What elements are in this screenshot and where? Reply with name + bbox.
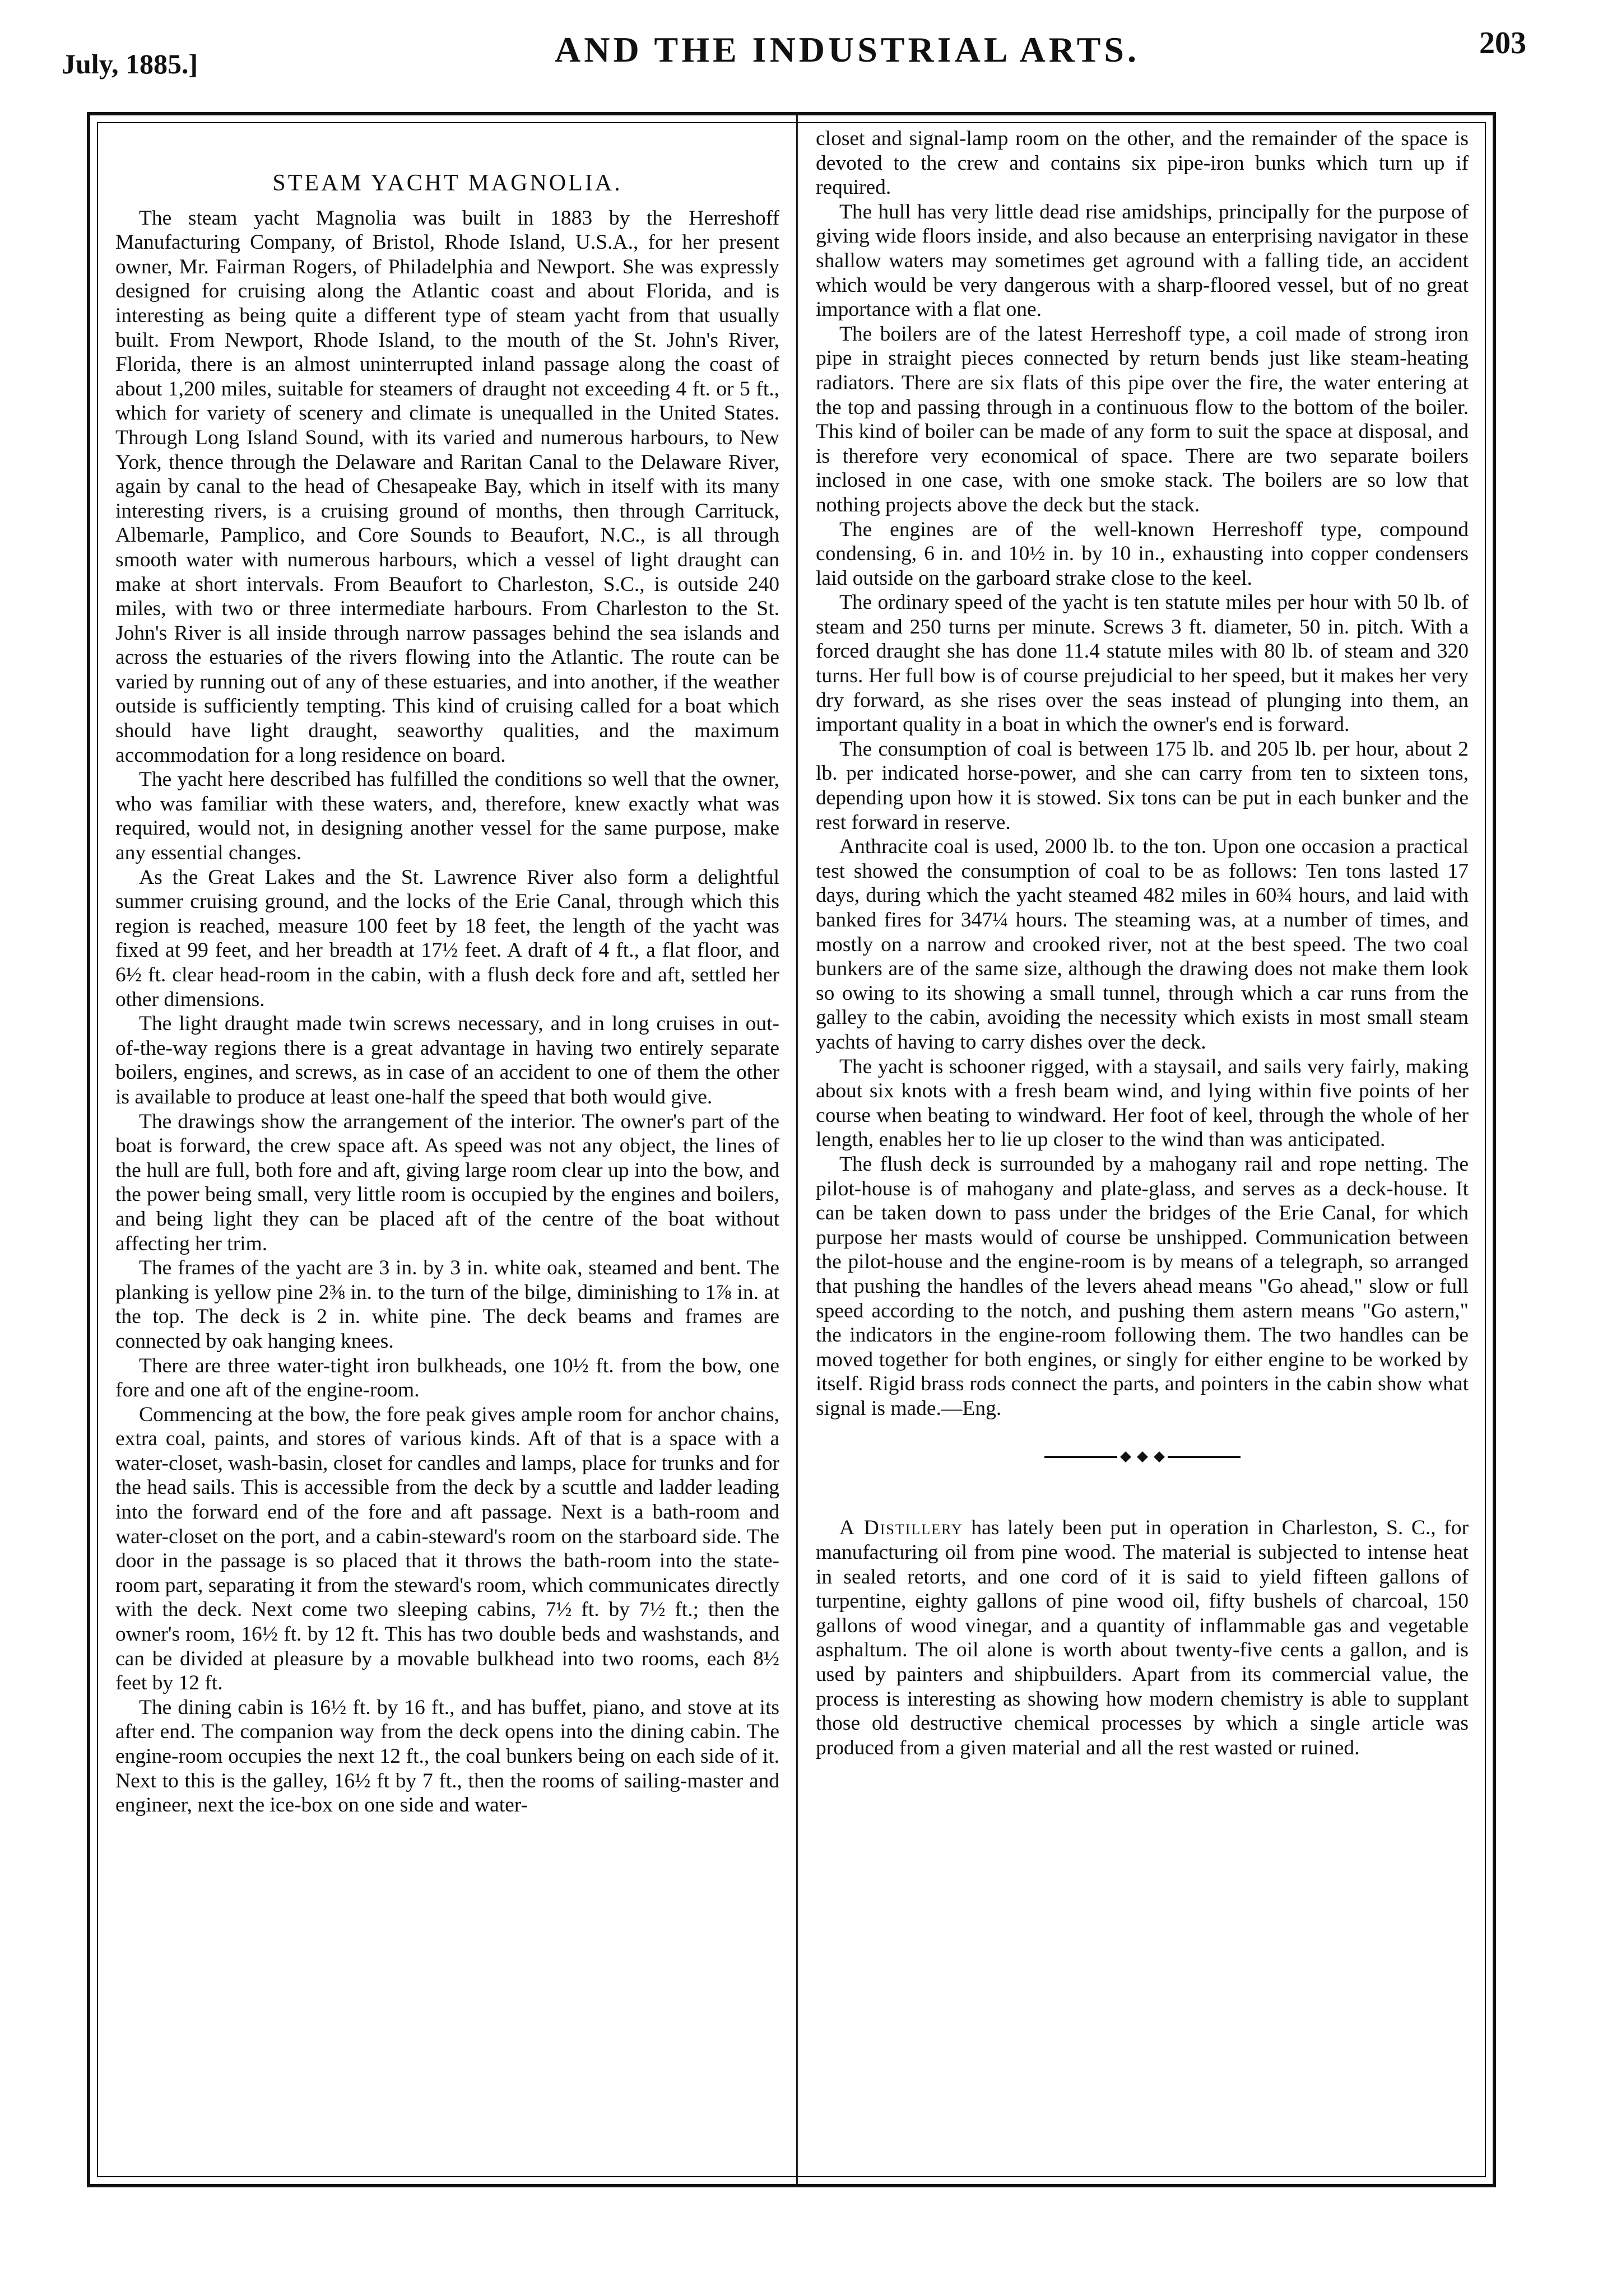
section-ornament — [816, 1451, 1469, 1463]
page-number: 203 — [1479, 26, 1526, 60]
article-paragraph: The yacht here described has fulfilled the conditions so well that the owner, who was familiar with these waters, and, therefore, knew exactly what was required, would not, in designing another vessel for the same purpose, make any essential changes. — [115, 768, 779, 865]
issue-date: July, 1885.] — [62, 48, 198, 80]
article-paragraph: The steam yacht Magnolia was built in 1883 by the Herreshoff Manufacturing Company, of Bristol, Rhode Island, U.S.A., for her present owner, Mr. Fairman Rogers, of Philadelphia and Newport. She was expressly designed for cruising along the Atlantic coast and about Florida, and is interesting as being quite a different type of steam yacht from that usually built. From Newport, Rhode Island, to the mouth of the St. John's River, Florida, there is an almost uninterrupted inland passage along the coast of about 1,200 miles, suitable for steamers of draught not exceeding 4 ft. or 5 ft., which for variety of scenery and climate is unequalled in the United States. Through Long Island Sound, with its varied and numerous harbours, to New York, thence through the Delaware and Raritan Canal to the Delaware River, again by canal to the head of Chesapeake Bay, which in itself with its many interesting rivers, is a cruising ground of months, then through Carrituck, Albemarle, Pamplico, and Core Sounds to Beaufort, N.C., is all through smooth water with numerous harbours, which a vessel of light draught can make at short intervals. From Beaufort to Charleston, S.C., is outside 240 miles, with two or three intermediate harbours. From Charleston to the St. John's River is all inside through narrow passages behind the sea islands and across the estuaries of the rivers flowing into the Atlantic. The route can be varied by running out of any of these estuaries, and into another, if the weather outside is sufficiently tempting. This kind of cruising called for a boat which should have light draught, seaworthy qualities, and the maximum accommodation for a long residence on board. — [115, 206, 779, 767]
page-frame — [87, 112, 1496, 2187]
article-paragraph: The frames of the yacht are 3 in. by 3 in. white oak, steamed and bent. The planking is yellow pine 2⅜ in. to the turn of the bilge, diminishing to 1⅞ in. at the top. The deck is 2 in. white pine. The deck beams and frames are connected by oak hanging knees. — [115, 1256, 779, 1353]
article-paragraph: The drawings show the arrangement of the interior. The owner's part of the boat is forward, the crew space aft. As speed was not any object, the lines of the hull are full, both fore and aft, giving large room clear up into the bow, and the power being small, very little room is occupied by the engines and boilers, and being light they can be placed aft of the centre of the boat without affecting her trim. — [115, 1110, 779, 1255]
article-paragraph: Anthracite coal is used, 2000 lb. to the ton. Upon one occasion a practical test showed the consumption of coal to be as follows: Ten tons lasted 17 days, during which the yacht steamed 482 miles in 60¾ hours, and laid with banked fires for 347¼ hours. The steaming was, at a number of times, and mostly on a narrow and crooked river, not at the best speed. The two coal bunkers are of the same size, although the drawing does not make them look so owing to its showing a small tunnel, through which a car runs from the galley to the cabin, avoiding the necessity which exists in most small steam yachts of having to carry dishes over the deck. — [816, 835, 1469, 1054]
article-paragraph: The consumption of coal is between 175 lb. and 205 lb. per hour, about 2 lb. per indicated horse-power, and she can carry from ten to sixteen tons, depending upon how it is stowed. Six tons can be put in each bunker and the rest forward in reserve. — [816, 737, 1469, 834]
journal-title: AND THE INDUSTRIAL ARTS. — [555, 30, 1140, 69]
ornament-diamond — [1137, 1452, 1148, 1463]
article-continuation: closet and signal-lamp room on the other, and the remainder of the space is devoted to the crew and contains six pipe-iron bunks which turn up if required. — [816, 127, 1469, 199]
distillery-text: has lately been put in operation in Charleston, S. C., for manufacturing oil from pine wood. The material is subjected to intense heat in sealed retorts, and one cord of it is said to yield fifteen gallons of turpentine, eighty gallons of pine wood oil, fifty bushels of charcoal, 150 gallons of wood vinegar, and a quantity of inflammable gas and vegetable asphaltum. The oil alone is worth about twenty-five cents a gallon, and is used by painters and shipbuilders. Apart from its commercial value, the process is interesting as showing how modern chemistry is able to supplant those old destructive chemical processes by which a single article was produced from a given material and all the rest wasted or ruined. — [816, 1516, 1469, 1759]
running-header — [0, 0, 1612, 106]
article-paragraph: The ordinary speed of the yacht is ten statute miles per hour with 50 lb. of steam and 250 turns per minute. Screws 3 ft. diameter, 50 in. pitch. With a forced draught she has done 11.4 statute miles with 80 lb. of steam and 320 turns. Her full bow is of course prejudicial to her speed, but it makes her very dry forward, as she rises over the seas instead of plunging into them, an important quality in a boat in which the owner's end is forward. — [816, 591, 1469, 737]
right-column — [816, 127, 1469, 1760]
ornament-diamond — [1120, 1452, 1131, 1463]
left-column — [115, 138, 779, 1818]
distillery-lead: A Distillery — [839, 1516, 963, 1540]
article-title: STEAM YACHT MAGNOLIA. — [272, 170, 622, 196]
ornament-diamond — [1154, 1452, 1165, 1463]
article-paragraph: The light draught made twin screws necessary, and in long cruises in out-of-the-way regions there is a great advantage in having two entirely separate boilers, engines, and screws, as in case of an accident to one of them the other is available to produce at least one-half the speed that both would give. — [115, 1012, 779, 1109]
ornament-rule — [1044, 1456, 1117, 1458]
article-paragraph: The yacht is schooner rigged, with a staysail, and sails very fairly, making about six knots with a fresh beam wind, and lying within five points of her course when beating to windward. Her foot of keel, through the whole of her length, enables her to lie up closer to the wind than was anticipated. — [816, 1055, 1469, 1152]
article-paragraph: The hull has very little dead rise amidships, principally for the purpose of giving wide floors inside, and also because an enterprising navigator in these shallow waters may sometimes get aground with a falling tide, an accident which would be very dangerous with a sharp-floored vessel, but of no great importance with a flat one. — [816, 200, 1469, 322]
article-paragraph: The boilers are of the latest Herreshoff type, a coil made of strong iron pipe in straight pieces connected by return bends just like steam-heating radiators. There are six flats of this pipe over the fire, the water entering at the top and passing through in a continuous flow to the bottom of the boiler. This kind of boiler can be made of any form to suit the space at disposal, and is therefore very economical of space. There are two separate boilers inclosed in one case, with one smoke stack. The boilers are so low that nothing projects above the deck but the stack. — [816, 322, 1469, 516]
distillery-paragraph — [816, 1516, 1469, 1760]
article-paragraph: The engines are of the well-known Herreshoff type, compound condensing, 6 in. and 10½ in. by 10 in., exhausting into copper condensers laid outside on the garboard strake close to the keel. — [816, 518, 1469, 590]
article-paragraph: Commencing at the bow, the fore peak gives ample room for anchor chains, extra coal, paints, and stores of various kinds. Aft of that is a space with a water-closet, wash-basin, closet for candles and lamps, place for trunks and for the head sails. This is accessible from the deck by a scuttle and ladder leading into the forward end of the fore and aft passage. Next is a bath-room and water-closet on the port, and a cabin-steward's room on the starboard side. The door in the passage is so placed that it throws the bath-room into the state-room part, separating it from the steward's room, which communicates directly with the deck. Next come two sleeping cabins, 7½ ft. by 7½ ft.; then the owner's room, 16½ ft. by 12 ft. This has two double beds and washstands, and can be divided at pleasure by a movable bulkhead into two rooms, each 8½ feet by 12 ft. — [115, 1403, 779, 1695]
ornament-rule — [1168, 1456, 1241, 1458]
column-divider — [796, 115, 798, 2184]
article-paragraph: As the Great Lakes and the St. Lawrence River also form a delightful summer cruising ground, and the locks of the Erie Canal, through which this region is reached, measure 100 feet by 18 feet, the length of the yacht was fixed at 99 feet, and her breadth at 17½ feet. A draft of 4 ft., a flat floor, and 6½ ft. clear head-room in the cabin, with a flush deck fore and aft, settled her other dimensions. — [115, 865, 779, 1011]
article-paragraph: There are three water-tight iron bulkheads, one 10½ ft. from the bow, one fore and one aft of the engine-room. — [115, 1354, 779, 1402]
article-paragraph: The dining cabin is 16½ ft. by 16 ft., and has buffet, piano, and stove at its after end. The companion way from the deck opens into the dining cabin. The engine-room occupies the next 12 ft., the coal bunkers being on each side of it. Next to this is the galley, 16½ ft by 7 ft., then the rooms of sailing-master and engineer, next the ice-box on one side and water- — [115, 1696, 779, 1817]
article-paragraph: The flush deck is surrounded by a mahogany rail and rope netting. The pilot-house is of mahogany and plate-glass, and serves as a deck-house. It can be taken down to pass under the bridges of the Erie Canal, for which purpose her masts would of course be unshipped. Communication between the pilot-house and the engine-room is by means of a telegraph, so arranged that pushing the handles of the levers ahead means "Go ahead," slow or full speed according to the notch, and pushing them astern means "Go astern," the indicators in the engine-room following them. The two handles can be moved together for both engines, or singly for either engine to be worked by itself. Rigid brass rods connect the parts, and pointers in the cabin show what signal is made.—Eng. — [816, 1152, 1469, 1420]
